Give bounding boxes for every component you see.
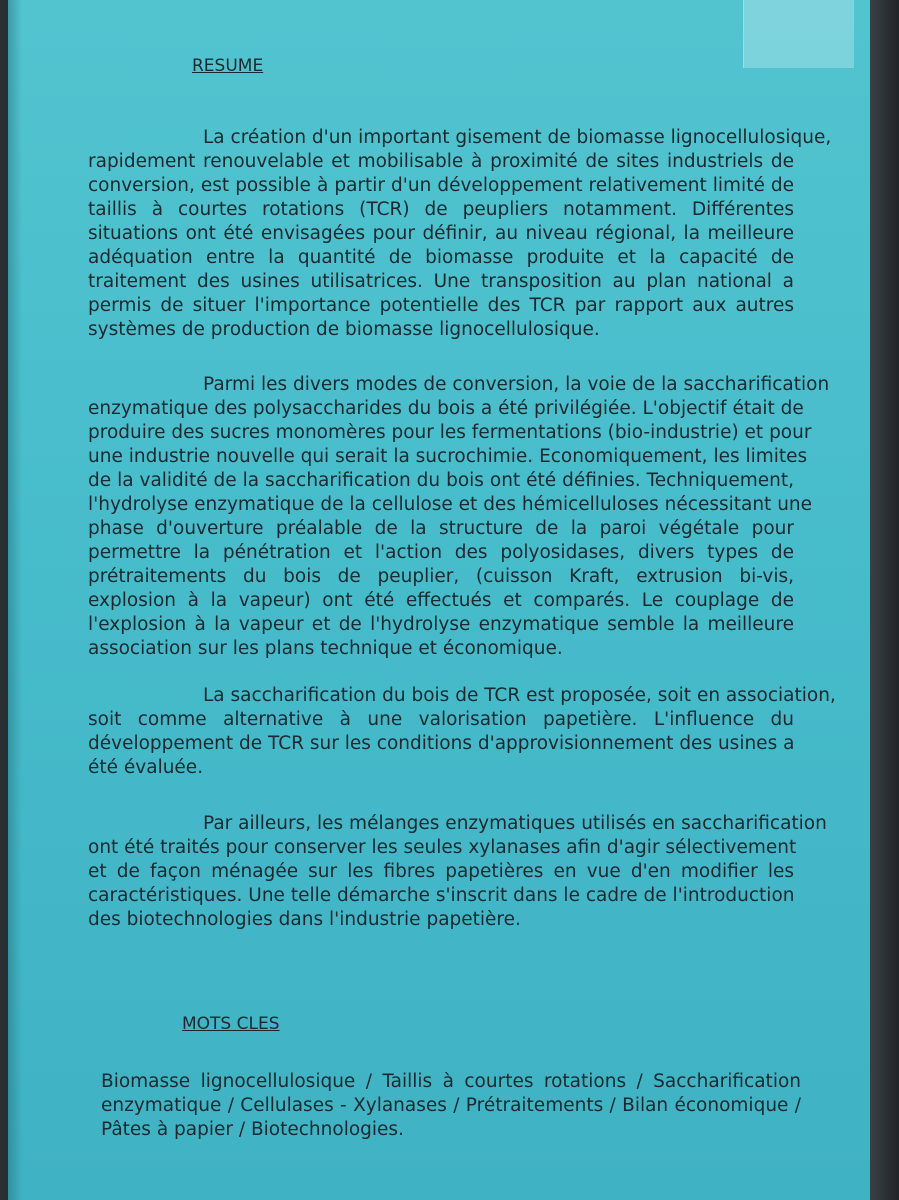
- paragraph-line: de la validité de la saccharification du bois ont été définies. Techniquement,: [88, 470, 794, 491]
- document-page: [8, 0, 870, 1200]
- paragraph-line: ont été traités pour conserver les seules xylanases afin d'agir sélectivement: [88, 837, 797, 858]
- paragraph-line: prétraitements du bois de peuplier, (cuisson Kraft, extrusion bi-vis,: [88, 566, 794, 587]
- paragraph-2: [88, 373, 830, 661]
- paragraph-line: situations ont été envisagées pour définir, au niveau régional, la meilleure: [88, 223, 794, 244]
- paragraph-line: développement de TCR sur les conditions d'approvisionnement des usines a: [88, 733, 795, 754]
- keywords-line: Pâtes à papier / Biotechnologies.: [101, 1119, 404, 1140]
- paragraph-line: systèmes de production de biomasse lignocellulosique.: [88, 319, 600, 340]
- paragraph-line: traitement des usines utilisatrices. Une transposition au plan national a: [88, 271, 794, 292]
- paragraph-line: été évaluée.: [88, 757, 204, 778]
- background-edge: [870, 0, 899, 1200]
- paragraph-line: taillis à courtes rotations (TCR) de peupliers notamment. Différentes: [88, 199, 794, 220]
- adhesive-tape: [743, 0, 854, 68]
- paragraph-line: l'explosion à la vapeur et de l'hydrolyse enzymatique semble la meilleure: [88, 614, 794, 635]
- paragraph-line: permettre la pénétration et l'action des polyosidases, divers types de: [88, 542, 794, 563]
- paragraph-line: rapidement renouvelable et mobilisable à proximité de sites industriels de: [88, 151, 794, 172]
- keywords-block: [101, 1070, 801, 1142]
- paragraph-line: des biotechnologies dans l'industrie papetière.: [88, 909, 521, 930]
- paragraph-line: permis de situer l'importance potentielle des TCR par rapport aux autres: [88, 295, 794, 316]
- paragraph-1: [88, 126, 832, 342]
- paragraph-3: [88, 684, 836, 780]
- paragraph-line: adéquation entre la quantité de biomasse produite et la capacité de: [88, 247, 794, 268]
- paragraph-line: produire des sucres monomères pour les fermentations (bio-industrie) et pour: [88, 422, 812, 443]
- paragraph-line: La création d'un important gisement de biomasse lignocellulosique,: [203, 127, 832, 148]
- paragraph-line: et de façon ménagée sur les fibres papetières en vue d'en modifier les: [88, 861, 794, 882]
- paragraph-line: La saccharification du bois de TCR est proposée, soit en association,: [203, 685, 836, 706]
- paragraph-line: enzymatique des polysaccharides du bois a été privilégiée. L'objectif était de: [88, 398, 804, 419]
- paragraph-line: association sur les plans technique et économique.: [88, 638, 563, 659]
- paragraph-line: Par ailleurs, les mélanges enzymatiques utilisés en saccharification: [203, 813, 827, 834]
- paragraph-line: soit comme alternative à une valorisation papetière. L'influence du: [88, 709, 794, 730]
- paragraph-line: l'hydrolyse enzymatique de la cellulose et des hémicelluloses nécessitant une: [88, 494, 813, 515]
- paragraph-line: caractéristiques. Une telle démarche s'inscrit dans le cadre de l'introduction: [88, 885, 795, 906]
- paragraph-line: une industrie nouvelle qui serait la sucrochimie. Economiquement, les limites: [88, 446, 808, 467]
- paragraph-line: phase d'ouverture préalable de la structure de la paroi végétale pour: [88, 518, 794, 539]
- keywords-heading: MOTS CLES: [182, 1014, 280, 1034]
- keywords-line: enzymatique / Cellulases - Xylanases / Prétraitements / Bilan économique /: [101, 1095, 801, 1116]
- paragraph-4: [88, 812, 827, 932]
- page-shadow: [8, 0, 22, 1200]
- keywords-line: Biomasse lignocellulosique / Taillis à courtes rotations / Saccharification: [101, 1071, 801, 1092]
- resume-heading: RESUME: [192, 56, 264, 76]
- paragraph-line: explosion à la vapeur) ont été effectués et comparés. Le couplage de: [88, 590, 794, 611]
- paragraph-line: conversion, est possible à partir d'un développement relativement limité de: [88, 175, 794, 196]
- paragraph-line: Parmi les divers modes de conversion, la voie de la saccharification: [203, 374, 830, 395]
